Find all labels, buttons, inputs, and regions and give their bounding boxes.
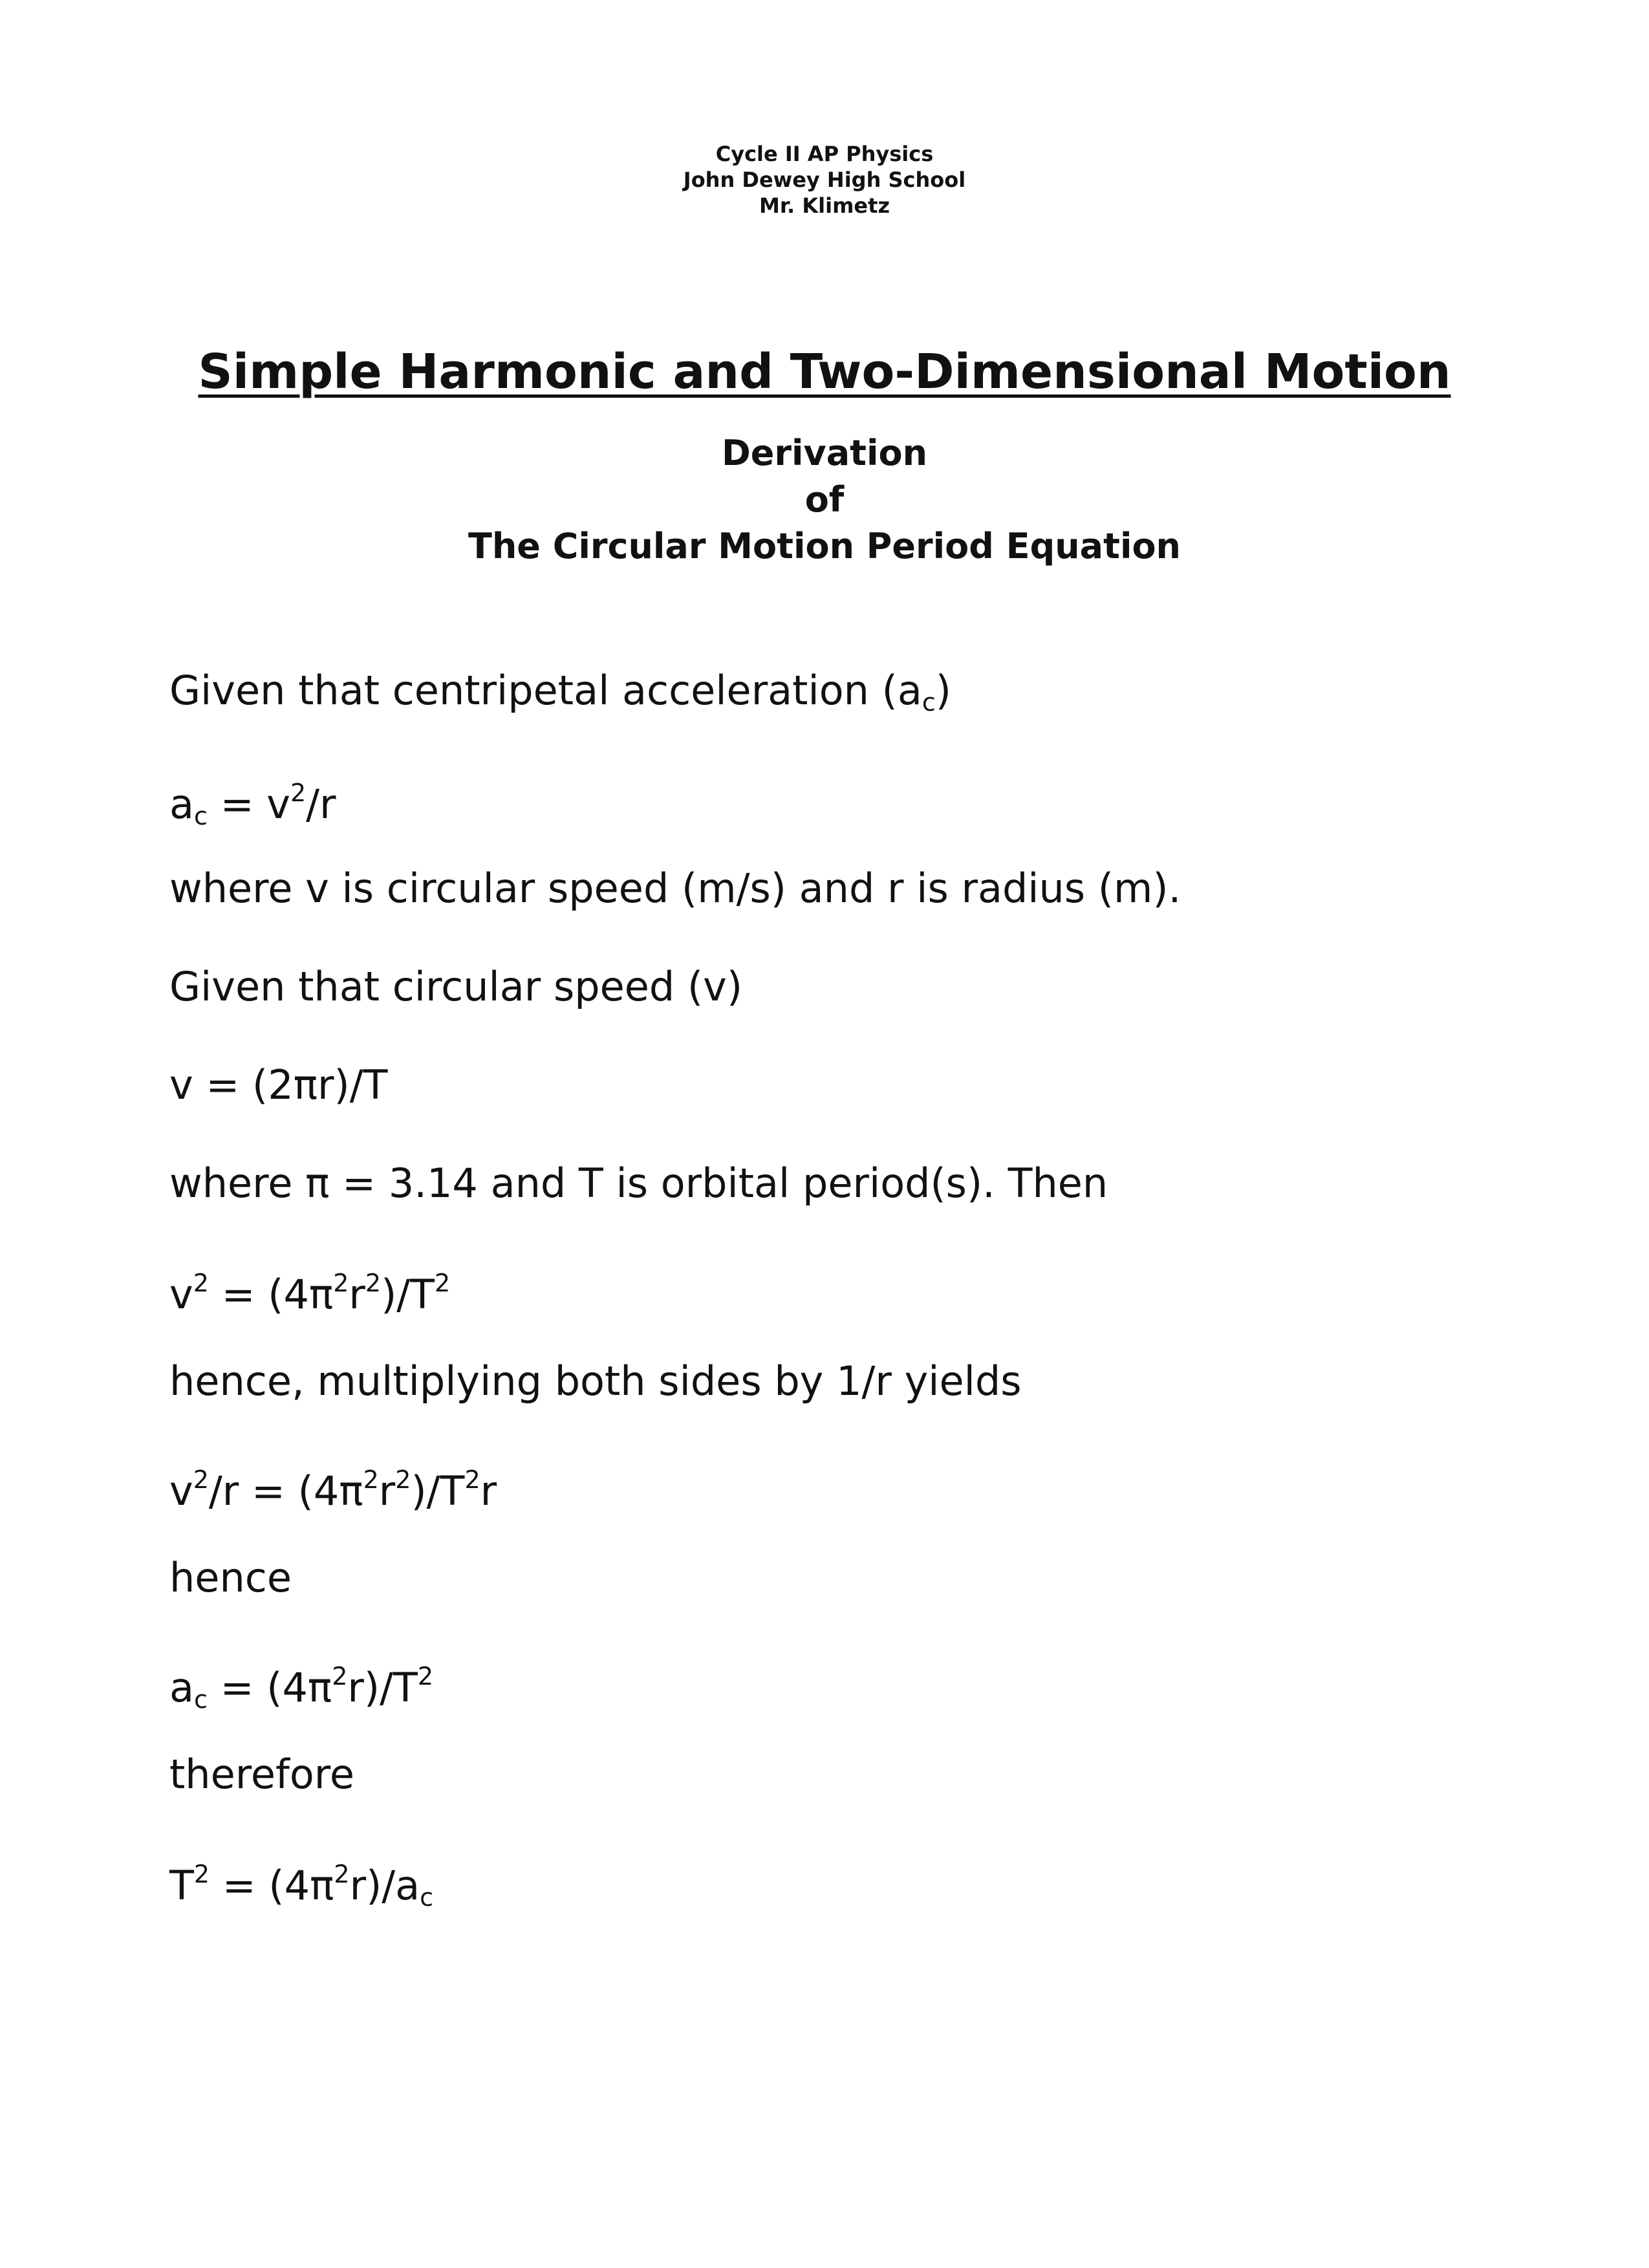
equation-period-squared: $T^2 = (4\pi^2r)/a_c$	[169, 1860, 434, 1912]
page-title-text: Simple Harmonic and Two-Dimensional Motion	[198, 344, 1451, 400]
where-v-line: where v is circular speed (m/s) and r is radius (m).	[169, 865, 1181, 912]
equation-v-squared: $v^2 = (4\pi^2r^2)/T^2$	[169, 1269, 451, 1318]
subtitle-line-2: of	[804, 479, 845, 520]
equation-v-squared-over-r: $v^2/r = (4\pi^2r^2)/T^2r$	[169, 1465, 497, 1515]
teacher-name: Mr. Klimetz	[759, 193, 890, 218]
therefore-line: therefore	[169, 1751, 355, 1798]
subtitle-block	[0, 430, 1649, 570]
course-header	[0, 141, 1649, 219]
school-name: John Dewey High School	[683, 167, 966, 192]
page-title	[0, 336, 1649, 407]
hence-line: hence	[169, 1554, 292, 1601]
subtitle-line-3: The Circular Motion Period Equation	[468, 526, 1181, 567]
course-name: Cycle II AP Physics	[715, 142, 934, 166]
subtitle-line-1: Derivation	[721, 433, 928, 473]
given-speed-line: Given that circular speed (v)	[169, 963, 743, 1010]
equation-ac-period: $a_c = (4\pi^2r)/T^2$	[169, 1662, 434, 1714]
multiply-line: hence, multiplying both sides by 1/r yields	[169, 1357, 1022, 1405]
equation-centripetal: $a_c = v^2/r$	[169, 779, 336, 830]
where-pi-line: where π = 3.14 and T is orbital period(s). Then	[169, 1160, 1108, 1207]
equation-speed: v = (2πr)/T	[169, 1061, 388, 1108]
given-centripetal-line: Given that centripetal acceleration $(a_c)$	[169, 667, 951, 717]
